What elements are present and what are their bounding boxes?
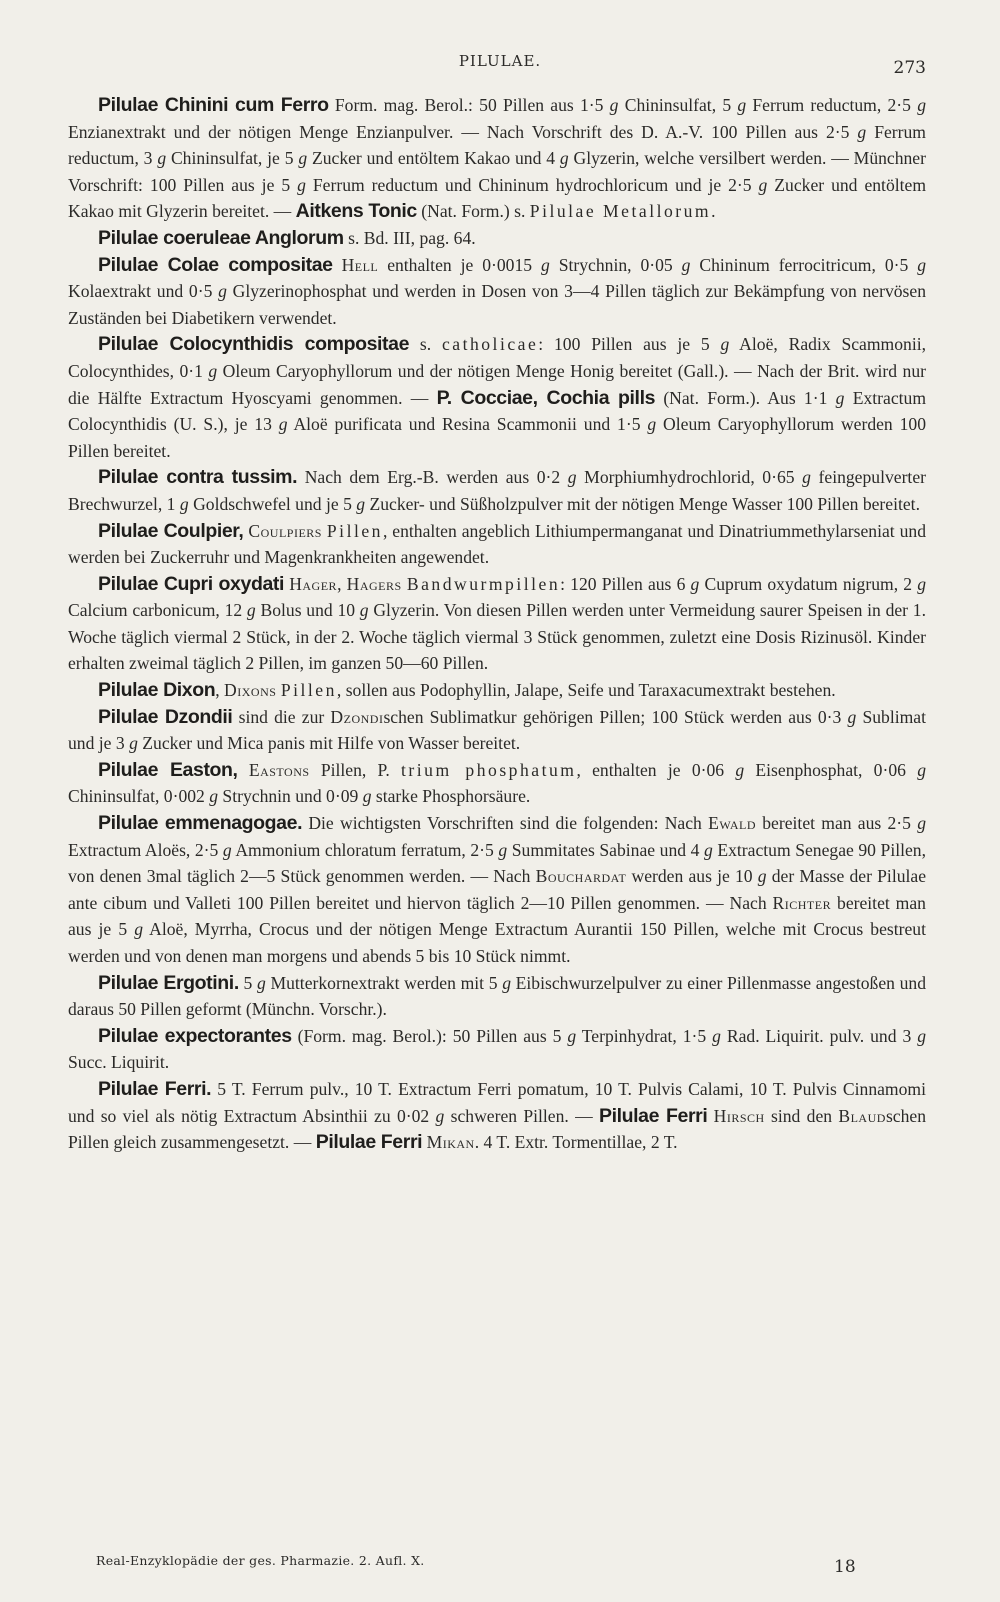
author-name: Ewald [708,813,757,834]
entry-text: s. Bd. III, pag. 64. [343,227,476,248]
footer-source-line: Real-Enzyklopädie der ges. Pharmazie. 2. Aufl. X. [96,1553,425,1568]
entry-heading: Pilulae Ferri. [98,1077,212,1100]
entry-text: : 120 Pillen aus 6 [560,573,691,594]
lexicon-body [68,92,926,1156]
author-name: Coulpiers [248,520,322,541]
entry-text: bereitet man aus je 5 [68,892,926,940]
unit-gram: g [208,360,218,381]
entry-text: Terpinhydrat, 1·5 [576,1025,713,1046]
author-name: Hell [341,254,379,275]
entry-text: Zucker und entöltem Kakao mit Glyzerin bereitet. — [68,174,927,222]
entry-text: Calcium carbonicum, 12 [68,600,247,621]
entry-text [238,760,249,780]
unit-gram: g [359,600,369,621]
unit-gram: g [917,254,926,275]
spaced-term: trium phosphatum [401,759,577,780]
unit-gram: g [134,919,143,940]
entry-text: Kolaextrakt und 0·5 [68,281,219,302]
spaced-term: catholicae [441,334,539,355]
author-name: Hirsch [713,1105,765,1126]
unit-gram: g [179,493,189,514]
entry-colocynthidis [68,331,926,464]
unit-gram: g [857,121,867,142]
entry-heading: Pilulae Chinini cum Ferro [98,94,329,116]
entry-heading: Pilulae Ferri [599,1104,708,1127]
entry-text: Rad. Liquirit. pulv. und 3 [720,1025,918,1046]
entry-text: Extractum Colocynthidis (U. S.), je 13 [68,387,926,435]
entry-text: Chininsulfat, 5 [618,95,738,115]
unit-gram: g [362,786,372,807]
entry-text: Bolus und 10 [255,600,360,621]
author-name: Blaud [838,1105,886,1126]
entry-heading: Pilulae Dixon [98,679,216,702]
entry-text: Succ. Liquirit. [68,1052,170,1073]
entry-text: Strychnin und 0·09 [218,786,363,807]
author-name: Hagers [346,573,402,594]
entry-text: (Nat. Form.) s. [416,201,530,222]
unit-gram: g [690,573,700,594]
entry-text: Oleum Caryophyllorum und der nötigen Menge Honig bereitet (Gall.). — Nach der Brit. wird nur die Hälfte Extractum Hyoscyami genommen. — [68,360,926,408]
unit-gram: g [681,254,691,275]
entry-text: Zucker- und Süßholzpulver mit der nötigen Menge Wasser 100 Pillen bereitet. [365,493,920,514]
entry-heading: Pilulae coeruleae Anglorum [98,226,344,249]
unit-gram: g [609,95,619,115]
entry-heading: Pilulae expectorantes [98,1024,292,1047]
unit-gram: g [257,972,266,993]
unit-gram: g [567,1025,577,1046]
unit-gram: g [356,493,366,514]
running-title: PILULAE. [458,52,542,70]
unit-gram: g [498,839,508,860]
entry-text: Aloë, Radix Scammonii, Colocynthides, 0·1 [68,334,927,381]
unit-gram: g [758,174,768,195]
entry-ferri [68,1076,926,1156]
entry-text: Enzianextrakt und der nötigen Menge Enzianpulver. — Nach Vorschrift des D. A.-V. 100 Pillen aus 2·5 [68,121,858,142]
unit-gram: g [703,839,713,860]
entry-ergotini [68,970,926,1023]
entry-text: Form. mag. Berol.: 50 Pillen aus 1·5 [328,95,610,115]
spaced-term: Pilulae Metallorum [529,201,712,222]
entry-text: Pillen, P. [309,759,402,780]
entry-text: Chininsulfat, 0·002 [68,786,210,807]
entry-text: . 4 T. Extr. Tormentillae, 2 T. [474,1132,678,1153]
entry-text: , [337,573,347,594]
entry-text: . [711,201,716,222]
entry-text: schen Sublimatkur gehörigen Pillen; 100 Stück werden aus 0·3 [383,706,848,727]
unit-gram: g [802,467,811,488]
entry-tussim [68,464,926,517]
page-number: 273 [893,58,926,78]
unit-gram: g [541,254,550,275]
entry-text: sind den [764,1105,839,1126]
unit-gram: g [278,414,288,435]
entry-text: Eibischwurzelpulver zu einer Pillenmasse angestoßen und daraus 50 Pillen geformt (Münchn. Vorschr.). [68,972,927,1020]
entry-text: schen Pillen gleich zusammengesetzt. — [68,1105,926,1153]
entry-dixon [68,677,926,704]
unit-gram: g [712,1025,721,1046]
entry-coeruleae [68,225,926,252]
entry-text: Eisenphosphat, 0·06 [744,759,918,780]
entry-text [333,255,342,275]
entry-text: Summitates Sabinae und 4 [507,839,704,860]
entry-text: feingepulverter Brechwurzel, 1 [68,467,926,514]
unit-gram: g [917,813,926,834]
entry-cupri [68,571,926,677]
entry-dzondii [68,704,926,757]
entry-text: Chininsulfat, je 5 [166,148,299,169]
entry-heading: P. Cocciae, Cochia pills [436,386,656,409]
entry-text: Extractum Aloës, 2·5 [68,839,223,860]
unit-gram: g [298,148,308,169]
entry-text: bereitet man aus 2·5 [756,813,918,834]
entry-emmenagogae [68,810,926,970]
spaced-term: Bandwurmpillen [406,573,561,594]
entry-heading: Pilulae Colae compositae [98,253,333,276]
unit-gram: g [835,387,845,408]
unit-gram: g [559,148,569,169]
entry-text: Strychnin, 0·05 [549,254,682,275]
entry-text: : 100 Pillen aus je 5 [538,334,721,355]
entry-text: , enthalten je 0·06 [576,759,736,780]
entry-text: schweren Pillen. — [444,1105,599,1126]
unit-gram: g [567,467,577,488]
entry-text: Aloë, Myrrha, Crocus und der nötigen Menge Extractum Aurantii 150 Pillen, welche mit Crocus bestreut werden und von denen man morgens und abends 5 bis 10 Stück nimmt. [68,919,926,966]
entry-text: , sollen aus Podophyllin, Jalape, Seife und Taraxacumextrakt bestehen. [336,680,836,701]
unit-gram: g [222,839,232,860]
author-name: Dzondi [330,706,384,727]
entry-text: enthalten je 0·0015 [378,254,541,275]
unit-gram: g [917,95,926,115]
entry-text: Ammonium chloratum ferratum, 2·5 [231,839,499,860]
unit-gram: g [157,148,167,169]
entry-text: Oleum Caryophyllorum werden 100 Pillen bereitet. [68,414,926,461]
author-name: Dixons [224,680,277,701]
entry-text: Ferrum reductum, 3 [68,121,926,169]
entry-text: , enthalten angeblich Lithiumpermanganat und Dinatriummethylarseniat und werden bei Zuckerruhr und Magenkrankheiten angewendet. [68,520,927,568]
entry-text: Ferrum reductum, 2·5 [746,95,918,115]
entry-heading: Pilulae Colocynthidis compositae [98,333,410,356]
entry-text: Aloë purificata und Resina Scammonii und 1·5 [287,414,648,435]
unit-gram: g [917,1025,926,1046]
entry-text: Zucker und entöltem Kakao und 4 [307,148,560,169]
signature-mark: 18 [834,1557,856,1577]
entry-chinini [68,92,926,225]
entry-text: Glyzerin, welche versilbert werden. — Münchner Vorschrift: 100 Pillen aus je 5 [68,148,926,195]
entry-heading: Pilulae contra tussim. [98,466,298,489]
author-name: Mikan [426,1132,475,1153]
entry-colae [68,252,926,332]
spaced-term: Pillen [280,680,337,701]
entry-heading: Pilulae Ergotini. [98,971,239,994]
entry-heading: Pilulae Ferri [315,1131,423,1154]
entry-easton [68,757,926,810]
entry-text: Sublimat und je 3 [68,706,926,754]
entry-text: der Masse der Pilulae ante cibum und Valleti 100 Pillen bereitet und hiervon täglich 2—10 Pillen genommen. — Nach [68,866,927,913]
unit-gram: g [757,866,767,887]
entry-text: (Nat. Form.). Aus 1·1 [655,387,836,408]
author-name: Bouchardat [535,866,627,887]
unit-gram: g [218,281,227,302]
entry-text: Chininum ferrocitricum, 0·5 [690,254,918,275]
entry-heading: Aitkens Tonic [295,200,417,223]
entry-text: Nach dem Erg.-B. werden aus 0·2 [297,467,568,488]
unit-gram: g [209,786,219,807]
unit-gram: g [735,759,745,780]
entry-heading: Pilulae Cupri oxydati [98,572,285,595]
entry-text: , [215,680,225,701]
entry-text: Mutterkornextrakt werden mit 5 [265,972,503,993]
entry-coulpier [68,518,926,571]
entry-expectorantes [68,1023,926,1076]
entry-text: Glyzerin. Von diesen Pillen werden unter Vermeidung saurer Speisen in der 1. Woche täglich viermal 2 Stück, in der 2. Woche täglich viermal 3 Stück genommen, zuletzt eine Dosis Rizinusöl. Kinder erhalten zweimal täglich 2 Pillen, im ganzen 50—60 Pillen. [68,600,926,674]
entry-text: (Form. mag. Berol.): 50 Pillen aus 5 [291,1025,568,1046]
entry-text: 5 [238,972,257,993]
unit-gram: g [129,733,138,754]
entry-heading: Pilulae Dzondii [98,705,233,728]
unit-gram: g [435,1105,445,1126]
entry-heading: Pilulae emmenagogae. [98,812,303,835]
unit-gram: g [297,174,306,195]
author-name: Richter [772,892,832,913]
unit-gram: g [917,573,927,594]
entry-text: Extractum Senegae 90 Pillen, von denen 3mal täglich 2—5 Stück genommen werden. — Nach [68,839,926,887]
unit-gram: g [502,972,511,993]
unit-gram: g [720,334,730,355]
entry-text: s. [409,334,442,355]
unit-gram: g [246,600,256,621]
spaced-term: Pillen [326,520,383,541]
unit-gram: g [847,706,857,727]
entry-text: 5 T. Ferrum pulv., 10 T. Extractum Ferri pomatum, 10 T. Pulvis Calami, 10 T. Pulvis Cinnamomi und so viel als nötig Extractum Absinthii zu 0·02 [68,1078,926,1126]
entry-text: werden aus je 10 [626,866,758,887]
unit-gram: g [737,95,747,115]
entry-text: Glyzerinophosphat und werden in Dosen von 3—4 Pillen täglich zur Bekämpfung von nervösen Zuständen bei Diabetikern verwendet. [68,281,926,328]
author-name: Eastons [248,759,310,780]
entry-text: Morphiumhydrochlorid, 0·65 [576,467,803,488]
author-name: Hager [289,573,338,594]
entry-text: Die wichtigsten Vorschriften sind die folgenden: Nach [302,813,709,834]
unit-gram: g [647,414,657,435]
entry-text: Zucker und Mica panis mit Hilfe von Wasser bereitet. [137,733,521,754]
entry-heading: Pilulae Coulpier, [98,519,244,542]
entry-text: Ferrum reductum und Chininum hydrochloricum und je 2·5 [305,174,759,195]
entry-heading: Pilulae Easton, [98,758,238,781]
entry-text: sind die zur [232,706,331,727]
entry-text: Goldschwefel und je 5 [188,493,357,514]
entry-text: starke Phosphorsäure. [371,786,531,807]
entry-text: Cuprum oxydatum nigrum, 2 [699,573,918,594]
unit-gram: g [917,759,926,780]
